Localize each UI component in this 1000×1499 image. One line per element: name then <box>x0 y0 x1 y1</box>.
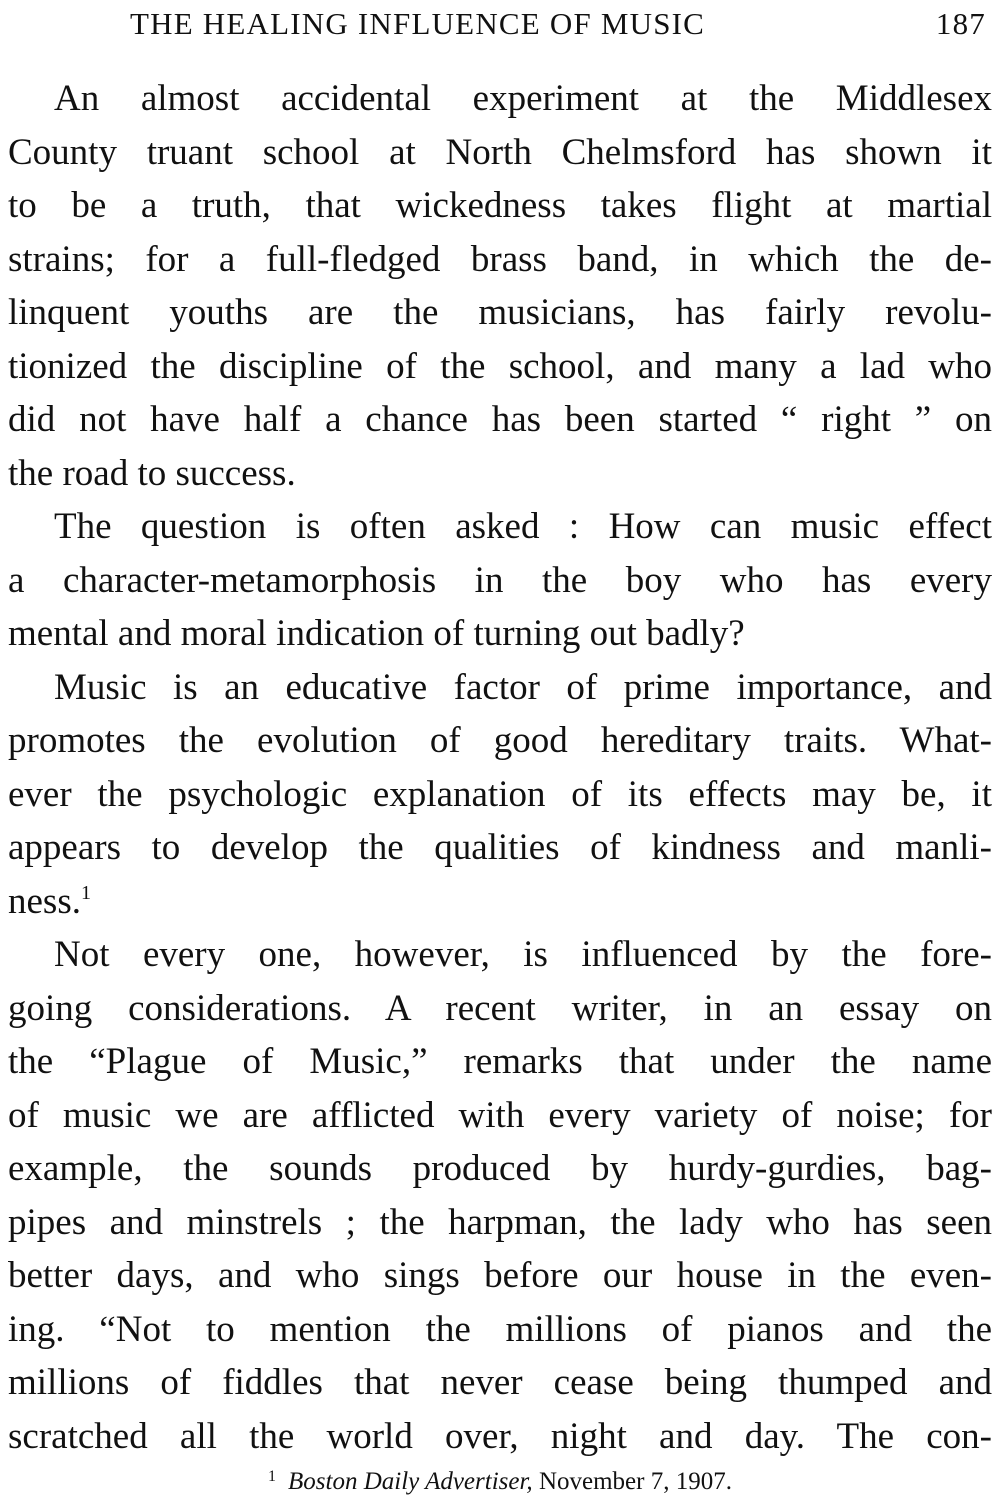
paragraph <box>8 500 992 661</box>
text-line: of music we are afflicted with every variety of noise; for <box>8 1094 992 1136</box>
text-line: The question is often asked : How can music effect <box>54 506 992 547</box>
text-line: better days, and who sings before our house in the even- <box>8 1255 992 1296</box>
paragraph <box>8 72 992 500</box>
text-line: An almost accidental experiment at the Middlesex <box>54 78 992 119</box>
text-line: ing. “Not to mention the millions of pianos and the <box>8 1308 992 1350</box>
text-line: millions of fiddles that never cease being thumped and <box>8 1362 992 1403</box>
footnote-reference: 1 <box>80 881 91 904</box>
text-line: tionized the discipline of the school, and many a lad who <box>8 345 992 387</box>
running-head <box>130 6 986 42</box>
text-line: going considerations. A recent writer, in an essay on <box>8 987 992 1029</box>
body-text <box>8 72 992 1463</box>
paragraph <box>8 661 992 929</box>
text-line-content: ness. <box>8 880 81 922</box>
footnote <box>0 1462 1000 1497</box>
text-line: pipes and minstrels ; the harpman, the lady who has seen <box>8 1201 992 1243</box>
text-line: strains; for a full-fledged brass band, in which the de- <box>8 238 992 280</box>
text-line: a character-metamorphosis in the boy who has every <box>8 559 992 601</box>
text-line: example, the sounds produced by hurdy-gurdies, bag- <box>8 1148 992 1189</box>
text-line: ever the psychologic explanation of its effects may be, it <box>8 773 992 815</box>
text-line: Music is an educative factor of prime importance, and <box>54 666 992 708</box>
footnote-source: Boston Daily Advertiser, <box>288 1468 533 1495</box>
text-line: to be a truth, that wickedness takes flight at martial <box>8 185 992 226</box>
text-line: did not have half a chance has been started “ right ” on <box>8 399 992 440</box>
text-line: appears to develop the qualities of kindness and manli- <box>8 827 992 868</box>
text-line: County truant school at North Chelmsford has shown it <box>8 131 992 173</box>
text-line: promotes the evolution of good hereditary traits. What- <box>8 720 992 761</box>
chapter-title: THE HEALING INFLUENCE OF MUSIC <box>130 6 706 41</box>
text-line: the road to success. <box>8 452 296 494</box>
page-number: 187 <box>935 6 986 41</box>
text-line: mental and moral indication of turning out badly? <box>8 613 745 654</box>
paragraph <box>8 928 992 1463</box>
text-line: linquent youths are the musicians, has fairly revolu- <box>8 292 992 333</box>
text-line: the “Plague of Music,” remarks that under the name <box>8 1041 992 1082</box>
footnote-mark: 1 <box>268 1468 277 1485</box>
text-line: Not every one, however, is influenced by the fore- <box>54 934 992 975</box>
text-line: scratched all the world over, night and day. The con- <box>8 1415 992 1457</box>
text-line <box>8 875 992 929</box>
footnote-date: November 7, 1907. <box>538 1468 732 1495</box>
